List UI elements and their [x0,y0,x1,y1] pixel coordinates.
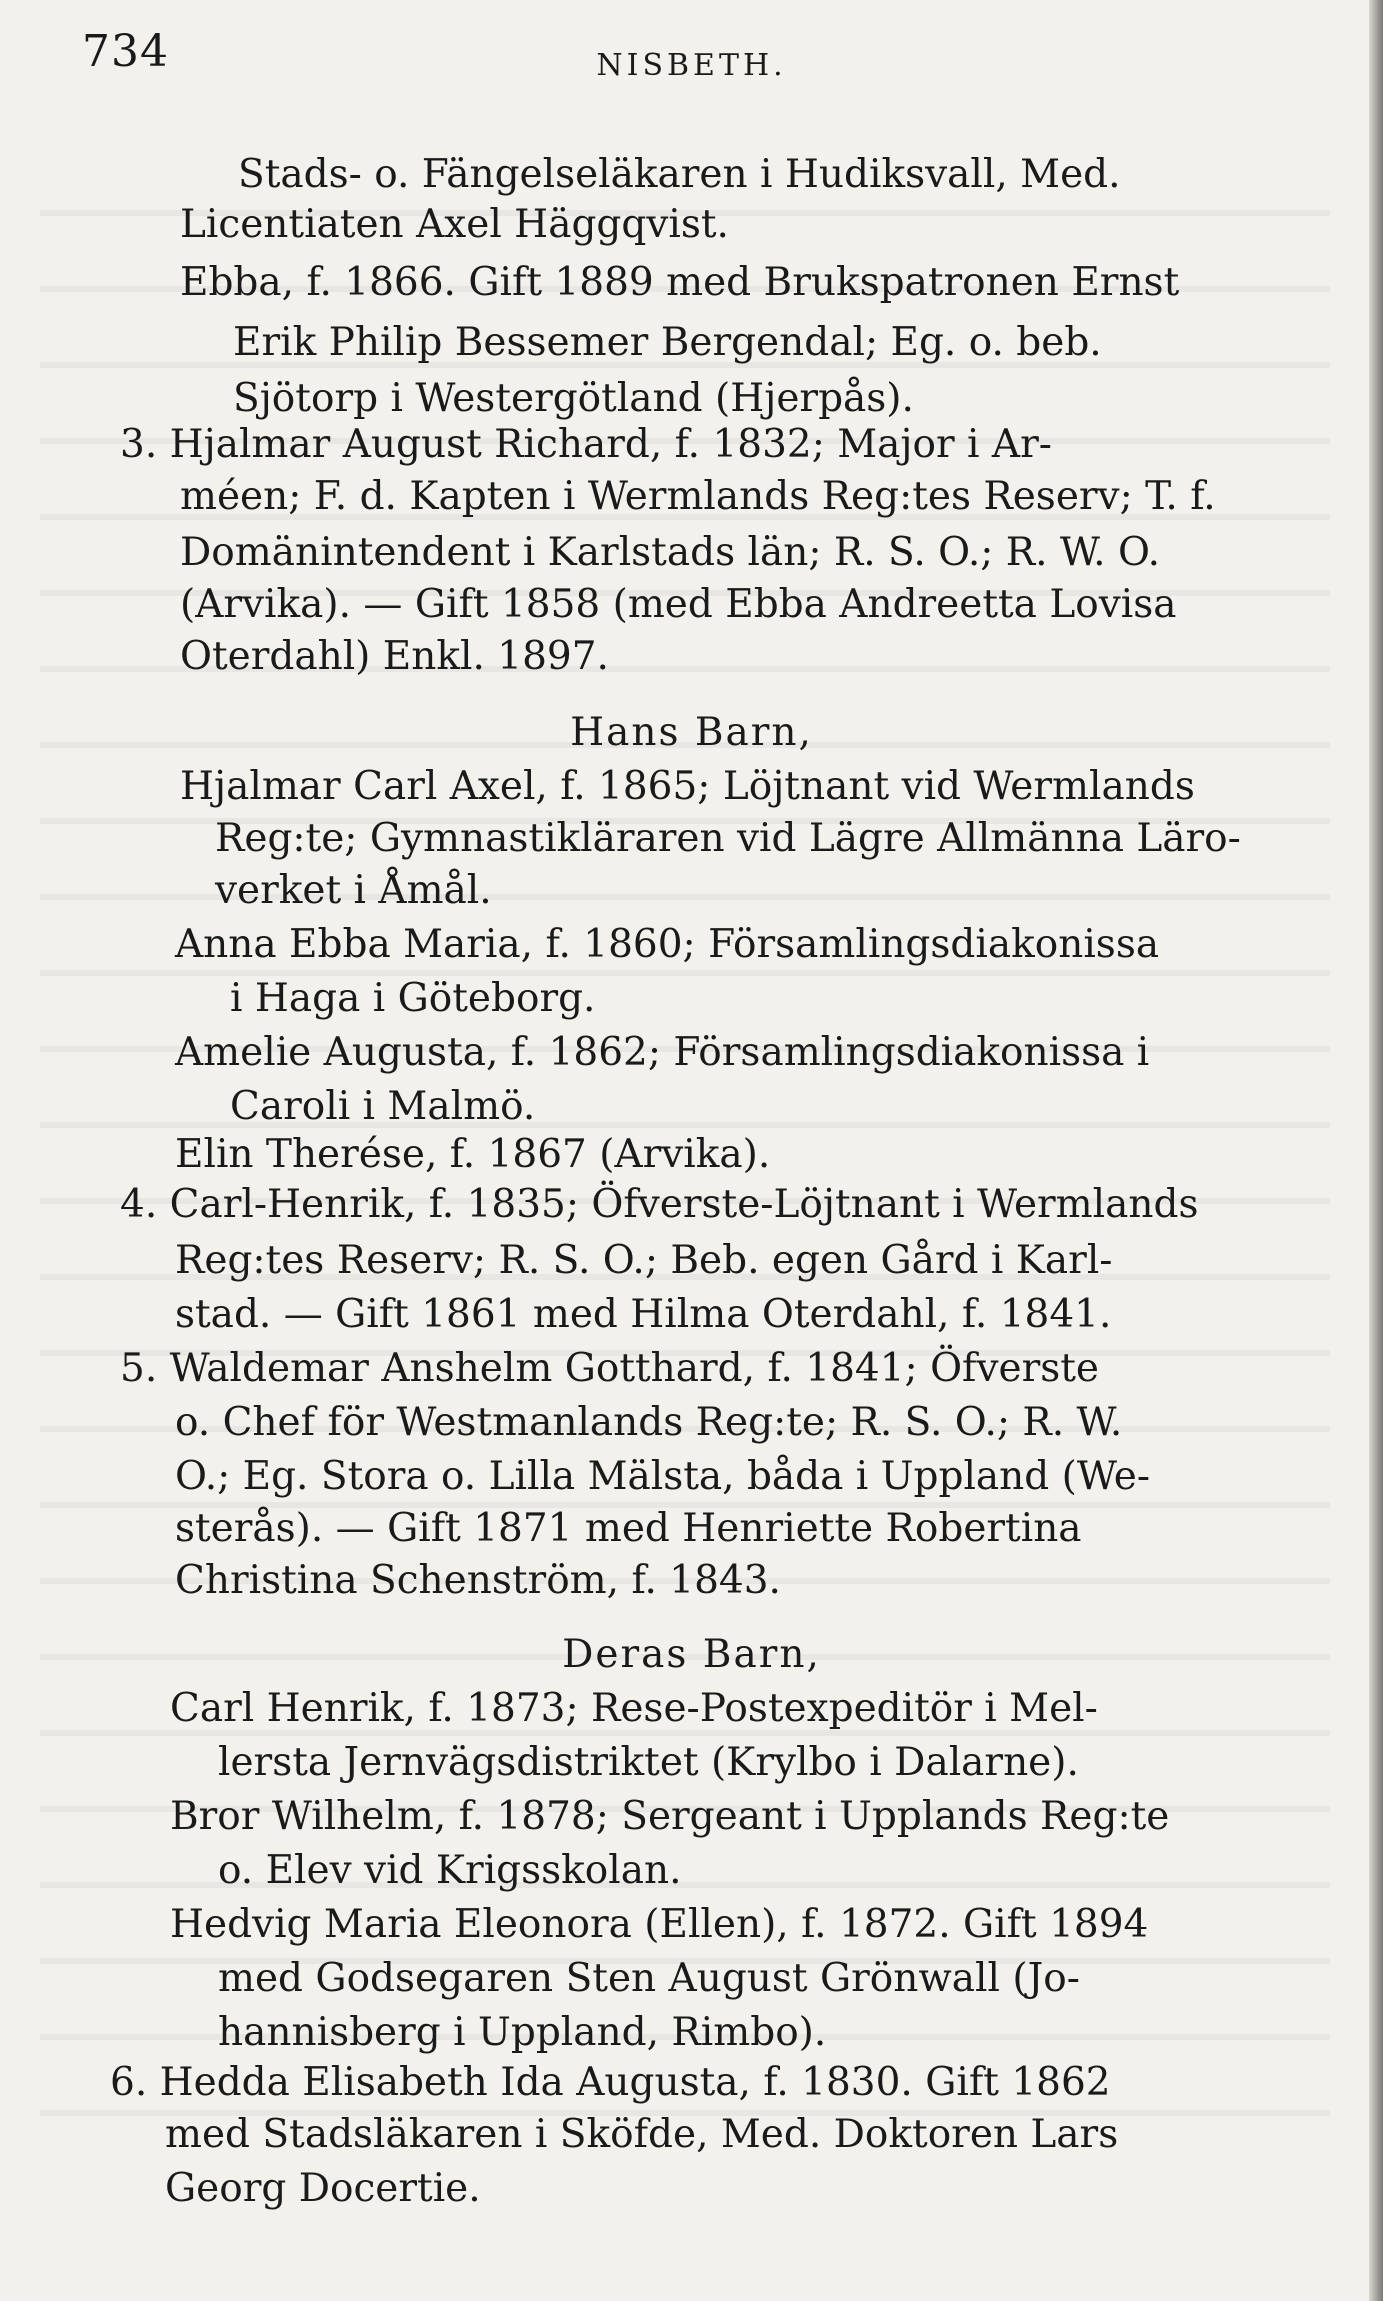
text-line: 6. Hedda Elisabeth Ida Augusta, f. 1830. Gift 1862 [110,2060,1111,2105]
text-line: Hedvig Maria Eleonora (Ellen), f. 1872. Gift 1894 [170,1902,1149,1947]
text-line: hannisberg i Uppland, Rimbo). [218,2010,827,2055]
text-line: Anna Ebba Maria, f. 1860; Församlingsdiakonissa [175,922,1160,967]
text-line: stad. — Gift 1861 med Hilma Oterdahl, f. 1841. [175,1292,1112,1337]
text-line: 3. Hjalmar August Richard, f. 1832; Major i Ar- [120,422,1052,467]
text-line: Stads- o. Fängelseläkaren i Hudiksvall, Med. [238,152,1121,197]
text-line: Oterdahl) Enkl. 1897. [180,634,609,679]
text-line: Caroli i Malmö. [230,1084,536,1129]
text-line: méen; F. d. Kapten i Wermlands Reg:tes Reserv; T. f. [180,474,1216,519]
text-line: med Stadsläkaren i Sköfde, Med. Doktoren Lars [165,2112,1119,2157]
text-line: sterås). — Gift 1871 med Henriette Robertina [175,1506,1082,1551]
text-line: Christina Schenström, f. 1843. [175,1558,781,1603]
text-line: Reg:te; Gymnastikläraren vid Lägre Allmänna Läro- [215,816,1241,861]
text-line: O.; Eg. Stora o. Lilla Mälsta, båda i Uppland (We- [175,1454,1151,1499]
page-edge [1369,0,1383,2301]
text-line: Domänintendent i Karlstads län; R. S. O.; R. W. O. [180,530,1161,575]
text-line: med Godsegaren Sten August Grönwall (Jo- [218,1956,1080,2001]
page-number: 734 [82,26,169,77]
text-line: (Arvika). — Gift 1858 (med Ebba Andreetta Lovisa [180,582,1177,627]
text-line: verket i Åmål. [215,868,492,913]
text-line: 4. Carl-Henrik, f. 1835; Öfverste-Löjtnant i Wermlands [120,1182,1199,1227]
text-line: 5. Waldemar Anshelm Gotthard, f. 1841; Öfverste [120,1346,1099,1391]
text-line: Carl Henrik, f. 1873; Rese-Postexpeditör i Mel- [170,1686,1098,1731]
text-line: Bror Wilhelm, f. 1878; Sergeant i Upplands Reg:te [170,1794,1170,1839]
text-line: Elin Therése, f. 1867 (Arvika). [175,1132,771,1177]
text-line: Erik Philip Bessemer Bergendal; Eg. o. beb. [233,320,1102,365]
text-line: lersta Jernvägsdistriktet (Krylbo i Dalarne). [218,1740,1079,1785]
text-line: Amelie Augusta, f. 1862; Församlingsdiakonissa i [175,1030,1150,1075]
text-line: Ebba, f. 1866. Gift 1889 med Brukspatronen Ernst [180,260,1180,305]
running-head: NISBETH. [596,48,787,83]
text-line: i Haga i Göteborg. [230,976,596,1021]
section-heading: Deras Barn, [562,1632,821,1677]
text-line: Hjalmar Carl Axel, f. 1865; Löjtnant vid Wermlands [180,764,1195,809]
text-line: Georg Docertie. [165,2166,481,2211]
text-line: Reg:tes Reserv; R. S. O.; Beb. egen Gård i Karl- [175,1238,1113,1283]
text-line: o. Chef för Westmanlands Reg:te; R. S. O.; R. W. [175,1400,1123,1445]
text-line: o. Elev vid Krigsskolan. [218,1848,682,1893]
text-line: Sjötorp i Westergötland (Hjerpås). [233,376,914,421]
section-heading: Hans Barn, [570,710,813,755]
text-line: Licentiaten Axel Häggqvist. [180,202,729,247]
